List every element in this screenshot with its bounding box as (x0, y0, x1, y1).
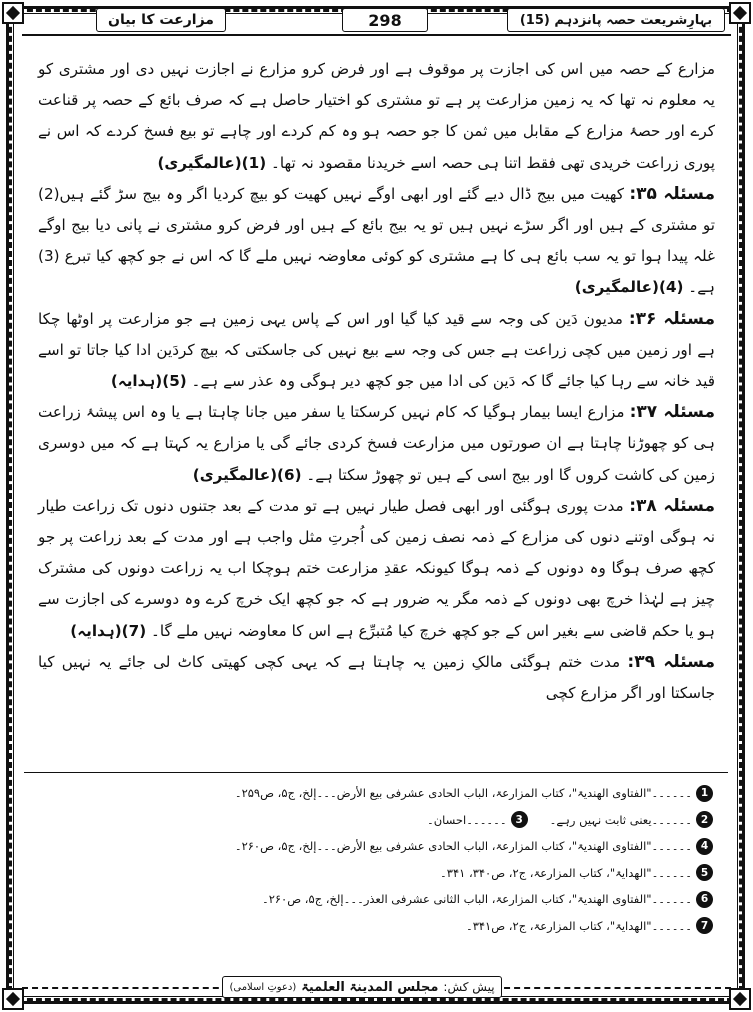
footnote-text: ۔۔۔۔۔۔احسان۔ (426, 812, 507, 827)
masala-heading: مسئلہ ۳۷: (629, 402, 715, 423)
citation: (7)(ہدایہ) (70, 621, 147, 640)
paragraph (38, 304, 715, 398)
page-body (38, 54, 715, 709)
footnote (38, 833, 713, 860)
publisher-prefix: پیش کش: (443, 980, 495, 994)
footnote-number: 2 (696, 811, 713, 828)
paragraph-text: مدیون دَین کی وجہ سے قید کیا گیا اور اس کے پاس یہی زمین ہے جو مزارعت پر اوٹھا چکا ہے اور زمین میں کچی زراعت ہے جس کی وجہ سے بیع نہیں کی جاسکتی کہ بیچ کردَین ادا کیا جاتا تو اسے قید خانہ سے رہا کیا جائے گا کہ دَین کی ادا میں جو کچھ دیر ہوگی وہ عذر سے ہے۔ (38, 309, 715, 391)
border-corner-ornament (729, 988, 751, 1010)
publisher-label (222, 976, 502, 998)
paragraph-text: مزارع کے حصہ میں اس کی اجازت پر موقوف ہے اور فرض کرو مزارع نے اجازت نہیں دی اور مشتری کو یہ معلوم نہ تھا کہ یہ زمین مزارعت پر ہے تو مشتری کو اختیار حاصل ہے کہ صرف بائع کے حصہ پر قناعت کرے اور حصۂ مزارع کے مقابل میں ثمن کا جو حصہ ہو وہ کم کردے اور چاہے تو بیع فسخ کردے کہ اس نے پوری زراعت خریدی تھی فقط اتنا ہی حصہ اسے خریدنا مقصود نہ تھا۔ (38, 60, 715, 172)
footnote-number: 6 (696, 891, 713, 908)
footnote-number: 7 (696, 917, 713, 934)
page-footer (22, 976, 731, 1000)
citation: (1)(عالمگیری) (157, 153, 267, 172)
publisher-name: مجلس المدینۃ العلمیۃ (301, 979, 439, 995)
paragraph-text: مزارع ایسا بیمار ہوگیا کہ کام نہیں کرسکتا یا سفر میں جانا چاہتا ہے یا وہ اس پیشۂ زراعت ہی کو چھوڑنا چاہتا ہے ان صورتوں میں مزارعت فسخ کردی جائے گی یا مزارع یہ کہتا ہے کہ میں دوسری زمین کی کاشت کروں گا اور بیج اسی کے ہیں تو چھوڑ سکتا ہے۔ (38, 403, 715, 484)
footnote-number: 3 (511, 811, 528, 828)
footnote-text: ۔۔۔۔۔۔"الھدایۃ"، کتاب المزارعۃ، ج۲، ص۳۴۱۔ (465, 918, 692, 933)
paragraph-text: مدت ختم ہوگئی مالکِ زمین یہ چاہتا ہے کہ یہی کچی کھیتی کاٹ لی جائے یہ نہیں کیا جاسکتا اور اگر مزارع کچی (38, 652, 715, 703)
paragraph (38, 179, 715, 304)
border-corner-ornament (2, 2, 24, 24)
footnote-text: ۔۔۔۔۔۔"الھدایۃ"، کتاب المزارعۃ، ج۲، ص۳۴۰، ۳۴۱۔ (440, 865, 692, 880)
footnote-number: 1 (696, 785, 713, 802)
footnote-text: ۔۔۔۔۔۔"الفتاوی الھندیۃ"، کتاب المزارعۃ، الباب الحادی عشرفی بیع الأرض۔۔۔إلخ، ج۵، ص۲۵۹۔ (234, 786, 692, 801)
citation: (4)(عالمگیری) (574, 278, 684, 297)
footnote (38, 807, 713, 834)
paragraph (38, 397, 715, 491)
border-corner-ornament (729, 2, 751, 24)
footnote-separator (24, 772, 728, 773)
citation: (6)(عالمگیری) (192, 465, 302, 484)
paragraph (38, 491, 715, 647)
footnotes (38, 780, 713, 939)
page-number: 298 (342, 8, 428, 32)
footnote (38, 913, 713, 940)
border-corner-ornament (2, 988, 24, 1010)
footnote (38, 886, 713, 913)
masala-heading: مسئلہ ۳۹: (627, 651, 715, 672)
footnote-number: 4 (696, 838, 713, 855)
book-title: بہارِشریعت حصہ پانزدہم (15) (507, 8, 725, 32)
chapter-title: مزارعت کا بیان (96, 8, 226, 32)
paragraph-text: کھیت میں بیج ڈال دیے گئے اور ابھی اوگے نہیں کھیت کو بیچ کردیا اگر وہ بیج سڑ گئے ہیں(2) تو مشتری کے ہیں اور اگر سڑے نہیں ہیں تو یہ بیج بائع کے ہیں اور فرض کرو مشتری نے پانی دیا بیج اوگے غلہ پیدا ہوا تو یہ سب بائع ہی کا ہے مشتری کو کوئی معاوضہ نہیں ملے گا کہ اس نے جو کچھ کیا تبرع (3) ہے۔ (38, 184, 715, 297)
masala-heading: مسئلہ ۳۸: (629, 495, 716, 516)
paragraph-text: مدت پوری ہوگئی اور ابھی فصل طیار نہیں ہے تو مدت کے بعد جتنوں دنوں تک زراعت طیار نہ ہوگی اوتنے دنوں کی مزارع کے ذمہ نصف زمین کی اُجرتِ مثل واجب ہے اور مدت کے بعد زراعت پر جو کچھ صرف ہوگا وہ دونوں کے ذمہ ہوگا کیونکہ عقدِ مزارعت ختم ہوچکا اب یہ زراعت دونوں کی مشترک چیز ہے لہٰذا خرچ بھی دونوں کے ذمہ مگر یہ ضرور ہے کہ جو کچھ ایک خرچ کرے وہ دوسرے کی اجازت سے ہو یا حکم قاضی سے بغیر اس کے جو کچھ خرچ کیا مُتبرِّع ہے اس کا معاوضہ نہیں ملے گا۔ (38, 496, 715, 640)
paragraph (38, 54, 715, 179)
footnote (38, 860, 713, 887)
page-header (22, 4, 731, 34)
publisher-subtitle: (دعوتِ اسلامی) (229, 981, 297, 993)
footnote-text: ۔۔۔۔۔۔"الفتاوی الھندیۃ"، کتاب المزارعۃ، الباب الحادی عشرفی بیع الأرض۔۔۔إلخ، ج۵، ص۲۶۰۔ (234, 839, 692, 854)
masala-heading: مسئلہ ۳۵: (629, 183, 715, 204)
citation: (5)(ہدایہ) (110, 372, 187, 391)
footnote (38, 780, 713, 807)
masala-heading: مسئلہ ۳۶: (628, 308, 715, 329)
footnote-text: ۔۔۔۔۔۔"الفتاوی الھندیۃ"، کتاب المزارعۃ، الباب الثانی عشرفی العذر۔۔۔إلخ، ج۵، ص۲۶۰۔ (261, 892, 692, 907)
paragraph (38, 647, 715, 709)
footnote-text: ۔۔۔۔۔۔یعنی ثابت نہیں رہے۔ (549, 812, 692, 827)
header-rule (22, 34, 731, 36)
footnote-number: 5 (696, 864, 713, 881)
